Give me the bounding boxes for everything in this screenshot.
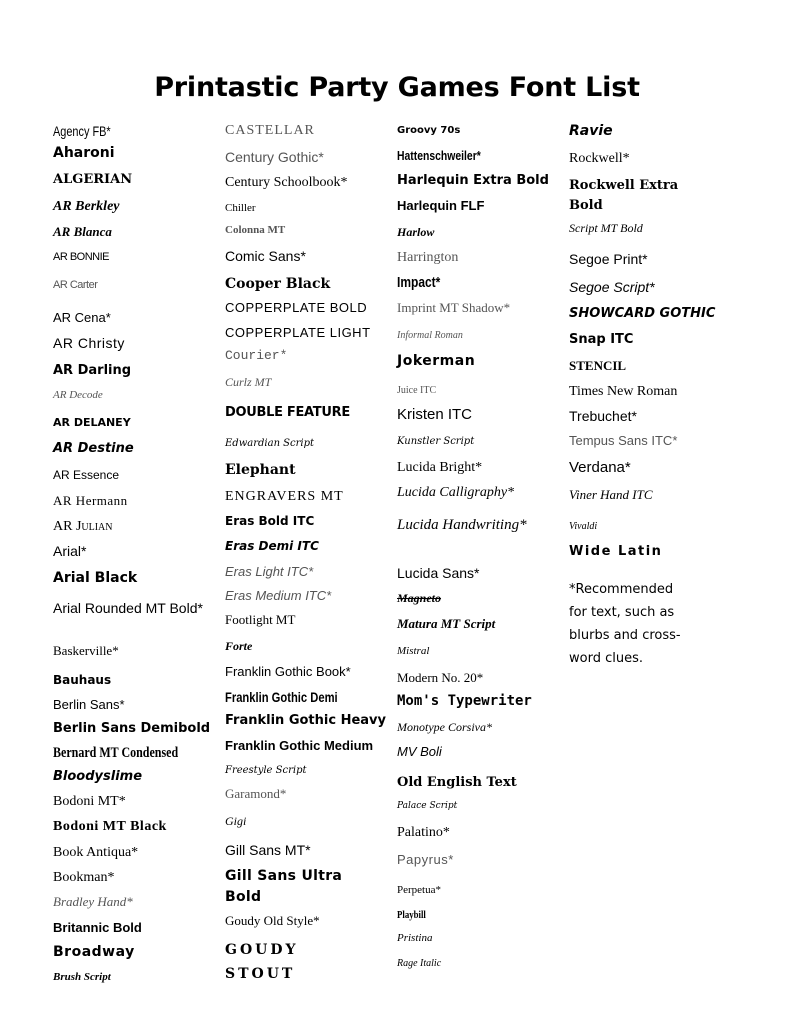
font-name: Britannic Bold	[53, 920, 142, 935]
font-name: Juice ITC	[397, 385, 437, 396]
font-name: AR BONNIE	[53, 251, 110, 263]
recommendation-note: *Recommended for text, such as blurbs and cross-word clues.	[569, 582, 681, 666]
font-name: Segoe Print*	[569, 251, 648, 267]
font-name: Verdana*	[569, 459, 631, 476]
font-name: Palace Script	[397, 801, 458, 811]
font-name: Franklin Gothic Heavy	[225, 713, 387, 728]
font-name: Tempus Sans ITC*	[569, 433, 678, 448]
font-name: Playbill	[397, 909, 426, 921]
font-name: Harlequin FLF	[397, 198, 485, 213]
font-name: AR Decode	[53, 389, 103, 401]
font-name: Lucida Bright*	[397, 460, 483, 475]
font-name: Viner Hand ITC	[569, 487, 653, 502]
font-name: Elephant	[225, 462, 296, 478]
font-name: Rockwell Extra Bold	[569, 178, 679, 213]
font-name: Agency FB*	[53, 123, 111, 139]
font-name: AR Christy	[53, 335, 125, 351]
font-name: Baskerville*	[53, 643, 119, 658]
page-title: Printastic Party Games Font List	[154, 72, 640, 103]
font-name: Kristen ITC	[397, 406, 473, 423]
font-name: Freestyle Script	[225, 765, 307, 776]
font-name: Garamond*	[225, 786, 287, 801]
font-name: Bookman*	[53, 870, 115, 885]
font-name: Kunstler Script	[397, 436, 475, 447]
font-name: COPPERPLATE BOLD	[225, 300, 368, 315]
font-name: Brush Script	[53, 971, 111, 983]
font-name: Modern No. 20*	[397, 670, 484, 685]
font-name: Chiller	[225, 202, 256, 214]
font-name: Eras Light ITC*	[225, 564, 314, 579]
font-name: Rockwell*	[569, 151, 630, 166]
font-name: Magneto	[397, 591, 442, 605]
font-name: Franklin Gothic Medium	[225, 738, 374, 753]
font-name: Imprint MT Shadow*	[397, 300, 511, 315]
font-name: Eras Bold ITC	[225, 514, 315, 528]
font-name: COPPERPLATE LIGHT	[225, 325, 371, 340]
font-name: Footlight MT	[225, 612, 296, 627]
font-name: Bloodyslime	[53, 769, 143, 784]
font-name: DOUBLE FEATURE	[225, 405, 350, 420]
font-name: Eras Medium ITC*	[225, 588, 332, 603]
font-name: Bradley Hand*	[53, 894, 133, 909]
font-name: Bodoni MT*	[53, 794, 126, 809]
font-name: Gigi	[225, 814, 247, 828]
font-name: Vivaldi	[569, 521, 598, 532]
font-name: Lucida Sans*	[397, 565, 480, 581]
font-name: Informal Roman	[397, 330, 463, 341]
font-name: Forte	[225, 639, 253, 653]
font-name: Arial*	[53, 543, 87, 559]
font-name: Century Schoolbook*	[225, 175, 348, 190]
font-name: Old English Text	[397, 775, 517, 790]
font-name: AR Hermann	[53, 493, 128, 508]
font-name: Hattenschweiler*	[397, 148, 481, 163]
font-name: Book Antiqua*	[53, 845, 139, 860]
font-name: MV Boli	[397, 744, 442, 759]
font-name: CASTELLAR	[225, 123, 315, 138]
font-name: Harlow	[397, 225, 435, 239]
font-name: Edwardian Script	[225, 438, 315, 449]
font-name: Impact*	[397, 274, 441, 291]
font-name: Mom's Typewriter	[397, 693, 532, 709]
font-name: Bodoni MT Black	[53, 819, 167, 834]
font-name: AR Darling	[53, 363, 132, 378]
font-name: SHOWCARD GOTHIC	[569, 306, 716, 321]
font-name: Gill Sans Ultra Bold	[225, 868, 343, 905]
font-name: Gill Sans MT*	[225, 842, 311, 858]
font-name: Bernard MT Condensed	[53, 745, 179, 761]
font-name: Eras Demi ITC	[225, 539, 319, 553]
font-name: Segoe Script*	[569, 279, 655, 295]
font-name: Ravie	[569, 123, 613, 139]
font-name: STENCIL	[569, 358, 627, 373]
font-name: Jokerman	[397, 353, 476, 369]
font-name: GOUDY STOUT	[225, 942, 299, 982]
font-name: Comic Sans*	[225, 248, 306, 264]
font-name: AR Essence	[53, 468, 120, 482]
font-name: Mistral	[397, 645, 430, 657]
font-name: AR Julian	[53, 519, 113, 534]
font-name: Curlz MT	[225, 375, 272, 389]
font-name: Goudy Old Style*	[225, 913, 320, 928]
font-name: Aharoni	[53, 145, 115, 161]
font-name: Script MT Bold	[569, 221, 643, 235]
font-name: AR Cena*	[53, 310, 111, 325]
font-name: Arial Rounded MT Bold*	[53, 600, 203, 616]
font-name: Perpetua*	[397, 884, 441, 896]
font-name: Times New Roman	[569, 384, 678, 399]
font-name: Pristina	[397, 932, 433, 944]
font-name: Monotype Corsiva*	[397, 720, 492, 734]
font-name: Lucida Calligraphy*	[397, 485, 515, 500]
font-name: Trebuchet*	[569, 408, 637, 424]
font-name: Berlin Sans*	[53, 697, 125, 712]
font-name: AR Destine	[53, 441, 134, 456]
font-name: Franklin Gothic Book*	[225, 664, 351, 679]
font-name: Rage Italic	[397, 958, 442, 969]
font-name: Berlin Sans Demibold	[53, 721, 211, 736]
font-name: ALGERIAN	[53, 172, 133, 187]
font-name: Wide Latin	[569, 544, 663, 559]
font-name: Snap ITC	[569, 332, 634, 347]
font-name: Lucida Handwriting*	[397, 517, 527, 533]
font-name: AR Blanca	[53, 224, 112, 239]
font-name: AR Berkley	[53, 199, 120, 214]
font-name: Palatino*	[397, 825, 450, 840]
font-name: Bauhaus	[53, 673, 112, 687]
font-name: Courier*	[225, 348, 288, 363]
font-name: ENGRAVERS MT	[225, 489, 344, 504]
font-name: Franklin Gothic Demi	[225, 689, 338, 705]
font-name: AR Carter	[53, 279, 98, 291]
font-name: Century Gothic*	[225, 149, 324, 165]
font-name: Papyrus*	[397, 852, 454, 867]
font-name: Groovy 70s	[397, 125, 461, 136]
font-name: Cooper Black	[225, 276, 331, 292]
font-name: Colonna MT	[225, 224, 286, 236]
font-name: Arial Black	[53, 570, 138, 586]
font-name: Broadway	[53, 944, 135, 960]
font-name: Harrington	[397, 250, 459, 265]
font-name: AR DELANEY	[53, 416, 131, 429]
font-name: Matura MT Script	[397, 616, 496, 631]
font-name: Harlequin Extra Bold	[397, 173, 549, 188]
